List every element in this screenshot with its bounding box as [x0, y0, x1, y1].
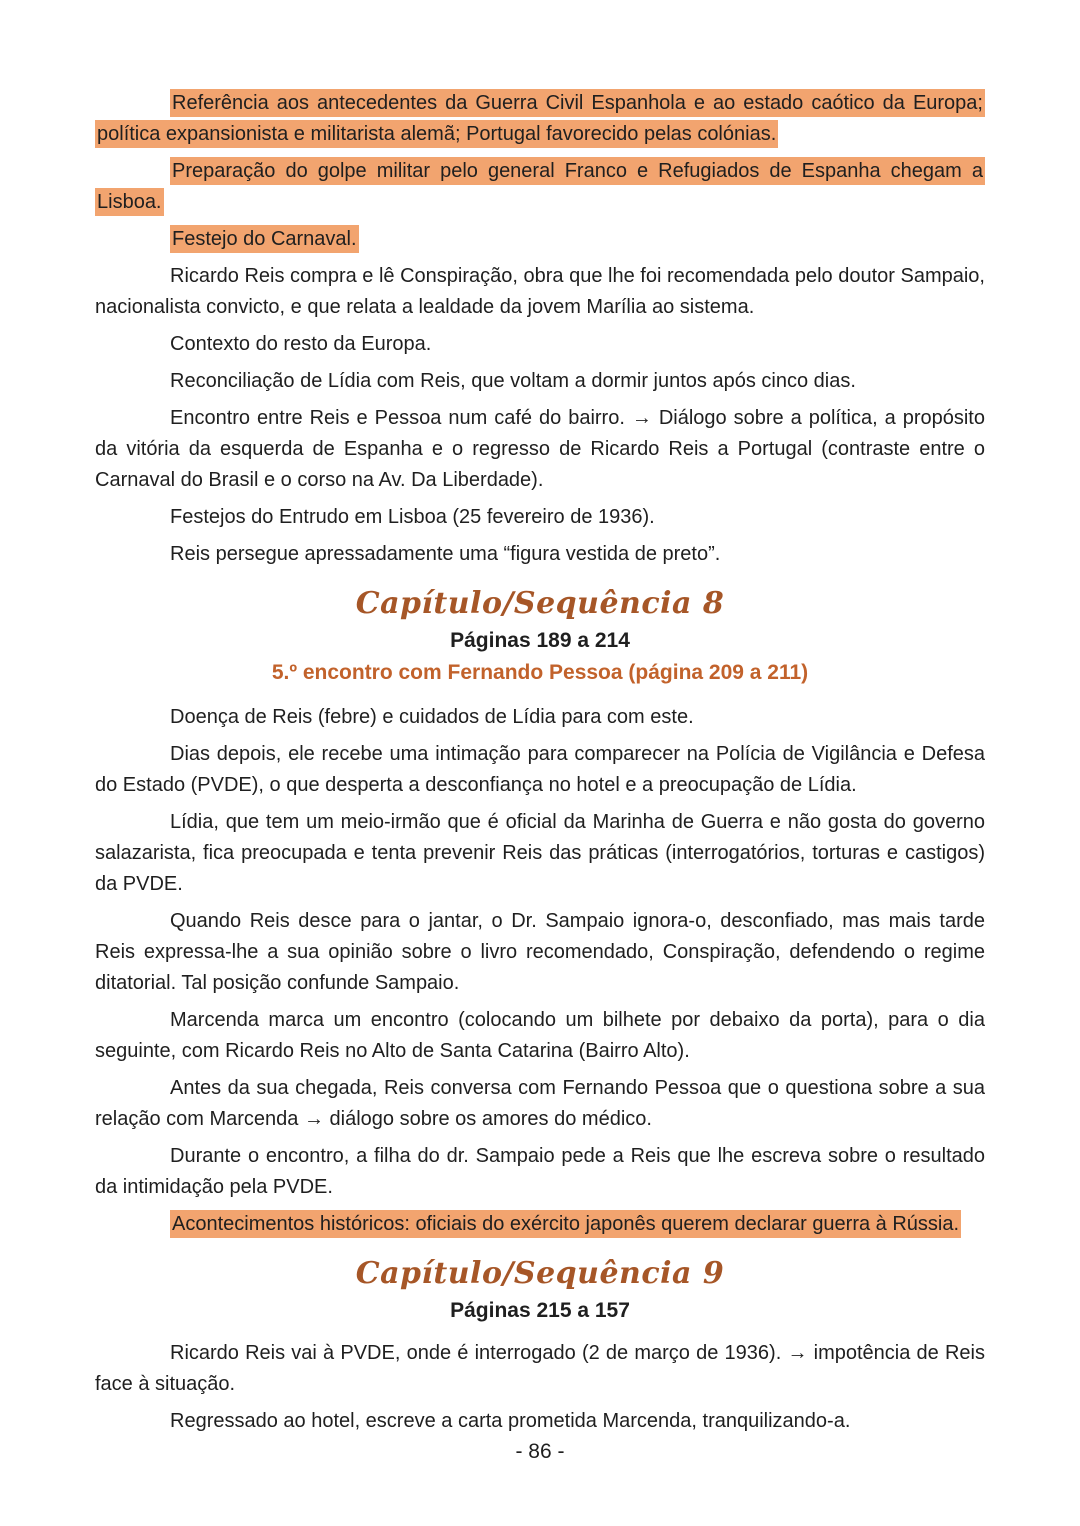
paragraph: Encontro entre Reis e Pessoa num café do bairro. → Diálogo sobre a política, a propósito da vitória da esquerda de Espanha e o regresso de Ricardo Reis a Portugal (contraste entre o Carnaval do Brasil e o corso na Av. Da Liberdade).: [95, 407, 985, 491]
paragraph: Festejos do Entrudo em Lisboa (25 fevereiro de 1936).: [170, 506, 655, 528]
page-number: - 86 -: [515, 1440, 565, 1463]
paragraph: Quando Reis desce para o jantar, o Dr. Sampaio ignora-o, desconfiado, mas mais tarde Reis expressa-lhe a sua opinião sobre o livro recomendado, Conspiração, defendendo o regime ditatorial. Tal posição confunde Sampaio.: [95, 910, 985, 994]
pages-subheading: Páginas 189 a 214: [450, 629, 630, 652]
highlighted-text: Referência aos antecedentes da Guerra Civil Espanhola e ao estado caótico da Europa; política expansionista e militarista alemã; Portugal favorecido pelas colónias.: [95, 89, 985, 148]
paragraph: Reconciliação de Lídia com Reis, que voltam a dormir juntos após cinco dias.: [170, 370, 856, 392]
chapter-heading: Capítulo/Sequência 8: [355, 586, 725, 621]
paragraph: Contexto do resto da Europa.: [170, 333, 432, 355]
paragraph: Ricardo Reis compra e lê Conspiração, obra que lhe foi recomendada pelo doutor Sampaio, nacionalista convicto, e que relata a lealdade da jovem Marília ao sistema.: [95, 265, 985, 318]
paragraph-highlighted: [95, 156, 985, 218]
paragraph: Reis persegue apressadamente uma “figura vestida de preto”.: [170, 543, 721, 565]
paragraph: Regressado ao hotel, escreve a carta prometida Marcenda, tranquilizando-a.: [170, 1410, 851, 1432]
paragraph: Antes da sua chegada, Reis conversa com Fernando Pessoa que o questiona sobre a sua relação com Marcenda → diálogo sobre os amores do médico.: [95, 1077, 985, 1130]
paragraph-highlighted: [95, 224, 985, 255]
paragraph: Ricardo Reis vai à PVDE, onde é interrogado (2 de março de 1936). → impotência de Reis face à situação.: [95, 1342, 985, 1395]
pages-subheading: Páginas 215 a 157: [450, 1299, 630, 1322]
paragraph: Marcenda marca um encontro (colocando um bilhete por debaixo da porta), para o dia seguinte, com Ricardo Reis no Alto de Santa Catarina (Bairro Alto).: [95, 1009, 985, 1062]
highlighted-text: Festejo do Carnaval.: [170, 225, 359, 253]
encounter-subheading: 5.º encontro com Fernando Pessoa (página 209 a 211): [271, 661, 809, 684]
paragraph: Dias depois, ele recebe uma intimação para comparecer na Polícia de Vigilância e Defesa do Estado (PVDE), o que desperta a desconfiança no hotel e a preocupação de Lídia.: [95, 743, 985, 796]
paragraph: Doença de Reis (febre) e cuidados de Lídia para com este.: [170, 706, 694, 728]
highlighted-text: Preparação do golpe militar pelo general Franco e Refugiados de Espanha chegam a Lisboa.: [95, 157, 985, 216]
paragraph: Durante o encontro, a filha do dr. Sampaio pede a Reis que lhe escreva sobre o resultado da intimidação pela PVDE.: [95, 1145, 985, 1198]
chapter-heading: Capítulo/Sequência 9: [355, 1256, 725, 1291]
highlighted-text: Acontecimentos históricos: oficiais do exército japonês querem declarar guerra à Rússia.: [170, 1210, 961, 1238]
paragraph-highlighted: [95, 1209, 985, 1240]
paragraph: Lídia, que tem um meio-irmão que é oficial da Marinha de Guerra e não gosta do governo salazarista, fica preocupada e tenta prevenir Reis das práticas (interrogatórios, torturas e castigos) da PVDE.: [95, 811, 985, 895]
paragraph-highlighted: [95, 88, 985, 150]
document-body: [95, 88, 985, 1437]
